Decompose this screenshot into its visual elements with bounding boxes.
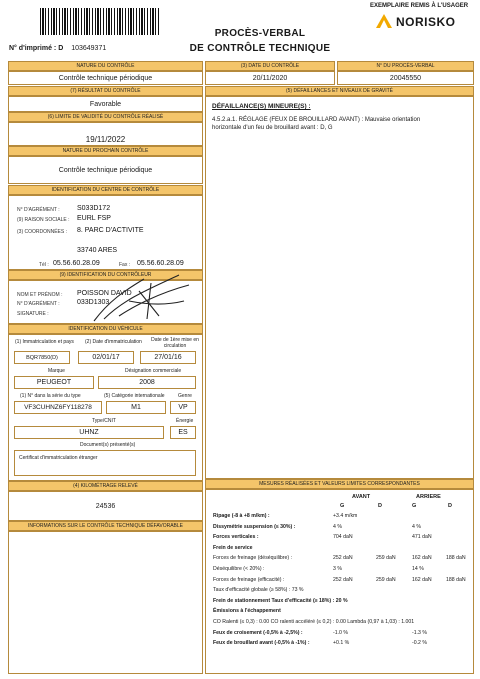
center-city: 33740 ARES (77, 247, 118, 254)
docs-box (14, 450, 196, 476)
measure-row (213, 524, 475, 532)
brand-icon (374, 12, 394, 30)
measure-value: +0.1 % (333, 640, 350, 647)
pv-value: 20045550 (337, 71, 474, 85)
center-agreement: S033D172 (77, 205, 111, 212)
type-label: Type/CNIT (92, 418, 116, 424)
nature-band: NATURE DU CONTRÔLE (8, 61, 203, 71)
rear-right-header: D (448, 503, 452, 509)
center-agreement-label: N° D'AGRÉMENT : (17, 207, 60, 213)
defects-panel (205, 96, 474, 479)
reg-label: (1) Immatriculation et pays (15, 339, 74, 345)
measure-row (213, 640, 475, 648)
center-company-label: (9) RAISON SOCIALE : (17, 217, 70, 223)
measure-label: Frein de service (213, 544, 253, 551)
center-company: EURL FSP (77, 215, 111, 222)
measure-row (213, 598, 475, 606)
center-tel-label: Tél : (39, 262, 49, 268)
measure-value: 252 daN (333, 576, 353, 583)
measure-label: Feux de brouillard avant (-0,5% à -1%) : (213, 640, 310, 647)
measure-value: 188 daN (446, 576, 466, 583)
docs-label: Document(s) présenté(s) (80, 442, 136, 448)
next-value: Contrôle technique périodique (8, 156, 203, 184)
energy-value: ES (170, 426, 196, 439)
center-coords-label: (3) COORDONNÉES : (17, 229, 68, 235)
model-value: 2008 (98, 376, 196, 389)
measure-value: -0.2 % (412, 640, 427, 647)
type-value: UHNZ (14, 426, 164, 439)
measure-value: 162 daN (412, 555, 432, 562)
measure-value: 162 daN (412, 576, 432, 583)
controller-signature-label: SIGNATURE : (17, 311, 49, 317)
measure-label: Forces verticales : (213, 534, 259, 541)
mileage-band: (4) KILOMÉTRAGE RELEVÉ (8, 481, 203, 491)
defect-line-2: horizontale d'un feu de brouillard avant : D, G (212, 125, 333, 131)
measure-value: +3.4 m/km (333, 513, 358, 519)
measure-value: -1.3 % (412, 629, 427, 636)
controller-panel (8, 280, 203, 324)
nature-value: Contrôle technique périodique (8, 71, 203, 85)
reg-date-label: (2) Date d'immatriculation (85, 339, 142, 345)
validity-value: 19/11/2022 (8, 122, 203, 146)
measure-row (213, 577, 475, 585)
measure-value: 471 daN (412, 534, 432, 541)
vin-value: VF3CUHNZ6FY118278 (14, 401, 102, 414)
measure-label: CO Ralenti (≤ 0,3) : 0.00 CO ralenti accéléré (≤ 0,2) : 0.00 Lambda (0,97 à 1,03) : 1.001 (213, 619, 415, 625)
measure-row (213, 545, 475, 553)
genre-value: VP (170, 401, 196, 414)
controller-band: (9) IDENTIFICATION DU CONTRÔLEUR (8, 270, 203, 280)
controller-agreement-label: N° D'AGRÉMENT : (17, 301, 60, 307)
defect-line-1: 4.5.2.a.1. RÉGLAGE (FEUX DE BROUILLARD AVANT) : Mauvaise orientation (212, 117, 421, 123)
next-band: NATURE DU PROCHAIN CONTRÔLE (8, 146, 203, 156)
brand-logo (374, 12, 474, 32)
vehicle-band: IDENTIFICATION DU VÉHICULE (8, 324, 203, 334)
center-address: 8. PARC D'ACTIVITE (77, 227, 144, 234)
category-label: (5) Catégorie internationale (104, 393, 165, 399)
make-label: Marque (48, 368, 65, 374)
registration-value: BQR7850(D) (14, 351, 70, 364)
measure-row (213, 630, 475, 638)
measure-row (213, 534, 475, 542)
measure-value: 252 daN (333, 555, 353, 562)
measure-row (213, 566, 475, 574)
measure-value: 4 % (333, 523, 342, 530)
pv-band: N° DU PROCÈS-VERBAL (337, 61, 474, 71)
measure-label: Frein de stationnement Taux d'efficacité (≥ 18%) : 20 % (213, 597, 348, 604)
brand-name: NORISKO (396, 15, 456, 29)
controller-name: POISSON DAVID (77, 290, 132, 297)
measure-label: Forces de freinage (efficacité) : (213, 576, 285, 583)
defects-heading: DÉFAILLANCE(S) MINEURE(S) : (212, 103, 311, 110)
measure-label: Taux d'efficacité globale (≥ 58%) : 73 % (213, 587, 304, 594)
measure-label: Dissymétrie suspension (≤ 30%) : (213, 523, 296, 530)
front-axle-header: AVANT (352, 494, 371, 500)
rear-axle-header: ARRIERE (416, 494, 441, 500)
category-value: M1 (106, 401, 166, 414)
first-use-label: Date de 1ère mise en circulation (151, 337, 199, 349)
measure-label: Forces de freinage (déséquilibre) : (213, 555, 293, 562)
title-line-1: PROCÈS-VERBAL (214, 28, 306, 39)
measure-label: Émissions à l'échappement (213, 608, 281, 615)
measure-row (213, 608, 475, 616)
doc-value: Certificat d'immatriculation étranger (19, 455, 98, 461)
measure-row (213, 555, 475, 563)
measure-value: 188 daN (446, 555, 466, 562)
result-value: Favorable (8, 96, 203, 112)
center-fax-label: Fax : (119, 262, 131, 268)
measure-row (213, 587, 475, 595)
measure-value: 259 daN (376, 555, 396, 562)
vin-label: (1) N° dans la série du type (20, 393, 81, 399)
info-panel (8, 531, 203, 674)
print-number (9, 45, 106, 52)
center-band: IDENTIFICATION DU CENTRE DE CONTRÔLE (8, 185, 203, 195)
front-right-header: D (378, 503, 382, 509)
info-band: INFORMATIONS SUR LE CONTRÔLE TECHNIQUE DÉFAVORABLE (8, 521, 203, 531)
rear-left-header: G (412, 503, 417, 509)
measure-value: 704 daN (333, 534, 353, 541)
center-panel (8, 195, 203, 270)
genre-label: Genre (178, 393, 192, 399)
copy-note: EXEMPLAIRE REMIS À L'USAGER (370, 3, 469, 9)
reg-date-value: 02/01/17 (78, 351, 134, 364)
print-number-label: N° d'imprimé : D (9, 45, 64, 52)
measure-value: 4 % (412, 523, 421, 530)
measure-label: Feux de croisement (-0,5% à -2,5%) : (213, 629, 303, 636)
center-tel: 05.56.60.28.09 (53, 260, 100, 267)
date-value: 20/11/2020 (205, 71, 335, 85)
make-value: PEUGEOT (14, 376, 94, 389)
date-band: (3) DATE DU CONTRÔLE (205, 61, 335, 71)
measure-value: -1.0 % (333, 629, 348, 636)
controller-agreement: 033D1303 (77, 299, 110, 306)
measure-label: Ripage (-8 à +8 m/km) : (213, 513, 270, 519)
first-use-value: 27/01/16 (140, 351, 196, 364)
barcode (40, 8, 160, 35)
energy-label: Énergie (176, 418, 194, 424)
measure-label: Déséquilibre (< 20%) : (213, 566, 265, 572)
signature-mark (89, 271, 199, 326)
defects-band: (5) DÉFAILLANCES ET NIVEAUX DE GRAVITÉ (205, 86, 474, 96)
print-number-value: 103649371 (71, 45, 107, 52)
mileage-value: 24536 (8, 491, 203, 521)
measure-row (213, 619, 475, 627)
measure-value: 259 daN (376, 576, 396, 583)
model-label: Désignation commerciale (125, 368, 182, 374)
document-title (160, 28, 360, 54)
measure-value: 14 % (412, 566, 424, 572)
measure-row (213, 513, 475, 521)
title-line-2: DE CONTRÔLE TECHNIQUE (189, 43, 331, 54)
validity-band: (6) LIMITE DE VALIDITÉ DU CONTRÔLE RÉALISÉ (8, 112, 203, 122)
measure-value: 3 % (333, 566, 342, 572)
controller-name-label: NOM ET PRÉNOM : (17, 292, 63, 298)
front-left-header: G (340, 503, 345, 509)
result-band: (7) RÉSULTAT DU CONTRÔLE (8, 86, 203, 96)
measures-band: MESURES RÉALISÉES ET VALEURS LIMITES CORRESPONDANTES (205, 479, 474, 489)
center-fax: 05.56.60.28.09 (137, 260, 184, 267)
